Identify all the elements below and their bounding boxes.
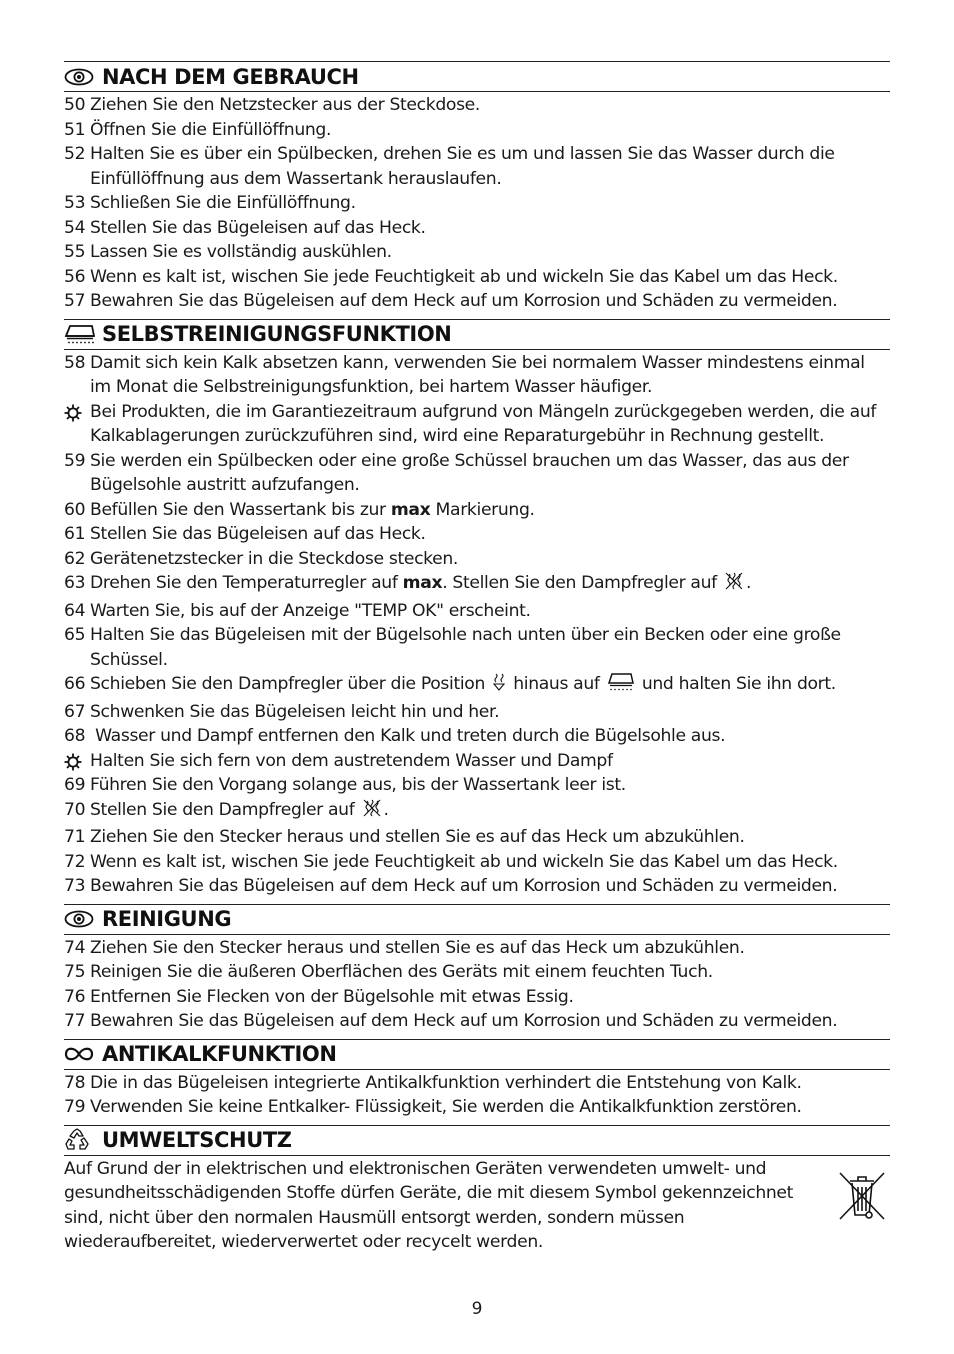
item-text: Bewahren Sie das Bügeleisen auf dem Heck auf um Korrosion und Schäden zu vermeiden.: [90, 291, 838, 311]
list-item: [64, 724, 890, 749]
warning-icon: [64, 749, 90, 774]
list-item: [64, 118, 890, 143]
iron-soleplate-icon: [64, 323, 96, 345]
section-title: ANTIKALKFUNKTION: [102, 1042, 337, 1066]
eye-icon: [64, 66, 96, 88]
list-item: [64, 985, 890, 1010]
item-number: 52: [64, 144, 86, 164]
item-text: Öffnen Sie die Einfüllöffnung.: [90, 119, 332, 140]
item-text: Reinigen Sie die äußeren Oberflächen des Geräts mit einem feuchten Tuch.: [90, 962, 713, 982]
item-text: Stellen Sie das Bügeleisen auf das Heck.: [90, 217, 426, 238]
item-text: Verwenden Sie keine Entkalker- Flüssigkeit, Sie werden die Antikalkfunktion zerstören.: [90, 1097, 802, 1117]
item-text: Ziehen Sie den Stecker heraus und stellen Sie es auf das Heck um abzukühlen.: [90, 937, 745, 958]
item-text: Führen Sie den Vorgang solange aus, bis der Wassertank leer ist.: [90, 775, 626, 795]
item-text: Die in das Bügeleisen integrierte Antikalkfunktion verhindert die Entstehung von Kalk.: [90, 1072, 802, 1093]
list-item: [64, 498, 890, 523]
item-number: 50: [64, 95, 86, 115]
manual-page: [64, 61, 890, 1255]
item-text: Stellen Sie den Dampfregler auf .: [90, 798, 890, 826]
list-item: [64, 265, 890, 290]
section-self-clean: [64, 319, 890, 899]
item-number: 65: [64, 625, 86, 645]
item-number: 62: [64, 548, 86, 569]
item-text: Halten Sie es über ein Spülbecken, drehen Sie es um und lassen Sie das Wasser durch die Einfüllöffnung aus dem Wassertank herauslaufen.: [90, 144, 835, 189]
item-number: 76: [64, 986, 86, 1007]
item-text: Ziehen Sie den Netzstecker aus der Steckdose.: [90, 95, 481, 115]
item-text: Wenn es kalt ist, wischen Sie jede Feuchtigkeit ab und wickeln Sie das Kabel um das Heck.: [90, 266, 838, 287]
item-text: Bewahren Sie das Bügeleisen auf dem Heck auf um Korrosion und Schäden zu vermeiden.: [90, 1011, 838, 1031]
item-text: Bei Produkten, die im Garantiezeitraum aufgrund von Mängeln zurückgegeben werden, die auf Kalkablagerungen zurückzuführen sind, wird eine Reparaturgebühr in Rechnung gestellt.: [90, 401, 877, 446]
section-title: NACH DEM GEBRAUCH: [102, 64, 359, 89]
list-item: [64, 599, 890, 624]
section-environment: [64, 1125, 890, 1255]
item-text: Wasser und Dampf entfernen den Kalk und treten durch die Bügelsohle aus.: [90, 726, 726, 746]
eye-icon: [64, 908, 96, 930]
item-text: Stellen Sie das Bügeleisen auf das Heck.: [90, 524, 426, 544]
item-text: Befüllen Sie den Wassertank bis zur max Markierung.: [90, 499, 535, 520]
list-item: [64, 289, 890, 314]
environment-body: [64, 1157, 890, 1255]
list-item: [64, 449, 890, 498]
section-header: [64, 1039, 890, 1070]
item-text: Schieben Sie den Dampfregler über die Position hinaus auf und halten Sie ihn dort.: [90, 672, 890, 700]
item-number: 66: [64, 674, 86, 694]
item-number: 75: [64, 962, 86, 982]
recycle-icon: [64, 1129, 96, 1151]
list-item: [64, 773, 890, 798]
item-number: 69: [64, 775, 86, 795]
item-list: [64, 1071, 890, 1120]
item-text: Gerätenetzstecker in die Steckdose stecken.: [90, 548, 459, 569]
steam-off-icon: [362, 798, 382, 826]
item-list: [64, 351, 890, 899]
item-text: Damit sich kein Kalk absetzen kann, verwenden Sie bei normalem Wasser mindestens einmal im Monat die Selbstreinigungsfunktion, bei hartem Wasser häufiger.: [90, 352, 865, 397]
list-item: [64, 142, 890, 191]
item-text: Bewahren Sie das Bügeleisen auf dem Heck auf um Korrosion und Schäden zu vermeiden.: [90, 876, 838, 896]
section-header: [64, 904, 890, 935]
list-item: [64, 960, 890, 985]
item-number: 59: [64, 450, 86, 471]
section-anticalc: [64, 1039, 890, 1120]
item-number: 64: [64, 600, 86, 621]
item-list: [64, 93, 890, 314]
section-title: SELBSTREINIGUNGSFUNKTION: [102, 322, 452, 346]
environment-text: Auf Grund der in elektrischen und elektronischen Geräten verwendeten umwelt- und gesundheitsschädigenden Stoffe dürfen Geräte, die mit diesem Symbol gekennzeichnet sind, nicht über den normalen Hausmüll entsorgt werden, sondern müssen wiederaufbereitet, wiederverwertet oder recycelt werden.: [64, 1158, 794, 1252]
item-number: 68: [64, 726, 86, 746]
item-number: 71: [64, 827, 86, 847]
list-item: [64, 623, 890, 672]
iron-soleplate-icon: [607, 672, 635, 700]
section-header: [64, 319, 890, 350]
item-text: Schließen Sie die Einfüllöffnung.: [90, 193, 356, 213]
item-text: Halten Sie das Bügeleisen mit der Bügelsohle nach unten über ein Becken oder eine große Schüssel.: [90, 625, 841, 670]
item-text: Sie werden ein Spülbecken oder eine große Schüssel brauchen um das Wasser, das aus der Bügelsohle austritt aufzufangen.: [90, 450, 849, 495]
section-cleaning: [64, 904, 890, 1034]
item-number: 61: [64, 524, 86, 544]
list-item: [64, 874, 890, 899]
section-after-use: [64, 61, 890, 314]
item-number: 60: [64, 499, 86, 520]
section-title: REINIGUNG: [102, 907, 232, 931]
section-title: UMWELTSCHUTZ: [102, 1128, 292, 1152]
list-item: [64, 93, 890, 118]
item-number: 72: [64, 851, 86, 872]
infinity-icon: [64, 1043, 96, 1065]
section-header: [64, 1125, 890, 1156]
item-text: Warten Sie, bis auf der Anzeige "TEMP OK" erscheint.: [90, 600, 531, 621]
item-text: Lassen Sie es vollständig auskühlen.: [90, 242, 392, 262]
item-text: Halten Sie sich fern von dem austretendem Wasser und Dampf: [90, 750, 613, 771]
warning-item: [64, 749, 890, 774]
item-number: 56: [64, 266, 86, 287]
item-text: Wenn es kalt ist, wischen Sie jede Feuchtigkeit ab und wickeln Sie das Kabel um das Heck.: [90, 851, 838, 872]
page-number: 9: [471, 1299, 483, 1319]
list-item: [64, 1071, 890, 1096]
item-number: 67: [64, 701, 86, 722]
list-item: [64, 1009, 890, 1034]
list-item: [64, 825, 890, 850]
item-number: 54: [64, 217, 86, 238]
item-number: 58: [64, 352, 86, 373]
item-text: Schwenken Sie das Bügeleisen leicht hin und her.: [90, 701, 500, 722]
item-number: 70: [64, 799, 86, 820]
item-number: 79: [64, 1097, 86, 1117]
item-number: 55: [64, 242, 86, 262]
list-item: [64, 700, 890, 725]
section-header: [64, 61, 890, 92]
item-text: Entfernen Sie Flecken von der Bügelsohle mit etwas Essig.: [90, 986, 574, 1007]
list-item: [64, 351, 890, 400]
warning-item: [64, 400, 890, 449]
item-number: 53: [64, 193, 86, 213]
item-number: 51: [64, 119, 86, 140]
warning-icon: [64, 400, 90, 449]
item-list: [64, 936, 890, 1034]
list-item: [64, 1095, 890, 1120]
list-item: [64, 571, 890, 599]
item-number: 77: [64, 1011, 86, 1031]
item-text: Drehen Sie den Temperaturregler auf max. Stellen Sie den Dampfregler auf .: [90, 571, 890, 599]
list-item: [64, 850, 890, 875]
item-number: 57: [64, 291, 86, 311]
item-number: 73: [64, 876, 86, 896]
list-item: [64, 216, 890, 241]
steam-icon: [492, 672, 506, 700]
item-text: Ziehen Sie den Stecker heraus und stellen Sie es auf das Heck um abzukühlen.: [90, 827, 745, 847]
item-number: 63: [64, 573, 86, 593]
list-item: [64, 240, 890, 265]
list-item: [64, 522, 890, 547]
item-number: 74: [64, 937, 86, 958]
steam-off-icon: [724, 571, 744, 599]
crossed-bin-icon: [836, 1169, 890, 1229]
list-item: [64, 191, 890, 216]
list-item: [64, 936, 890, 961]
list-item: [64, 547, 890, 572]
list-item: [64, 798, 890, 826]
list-item: [64, 672, 890, 700]
item-number: 78: [64, 1072, 86, 1093]
